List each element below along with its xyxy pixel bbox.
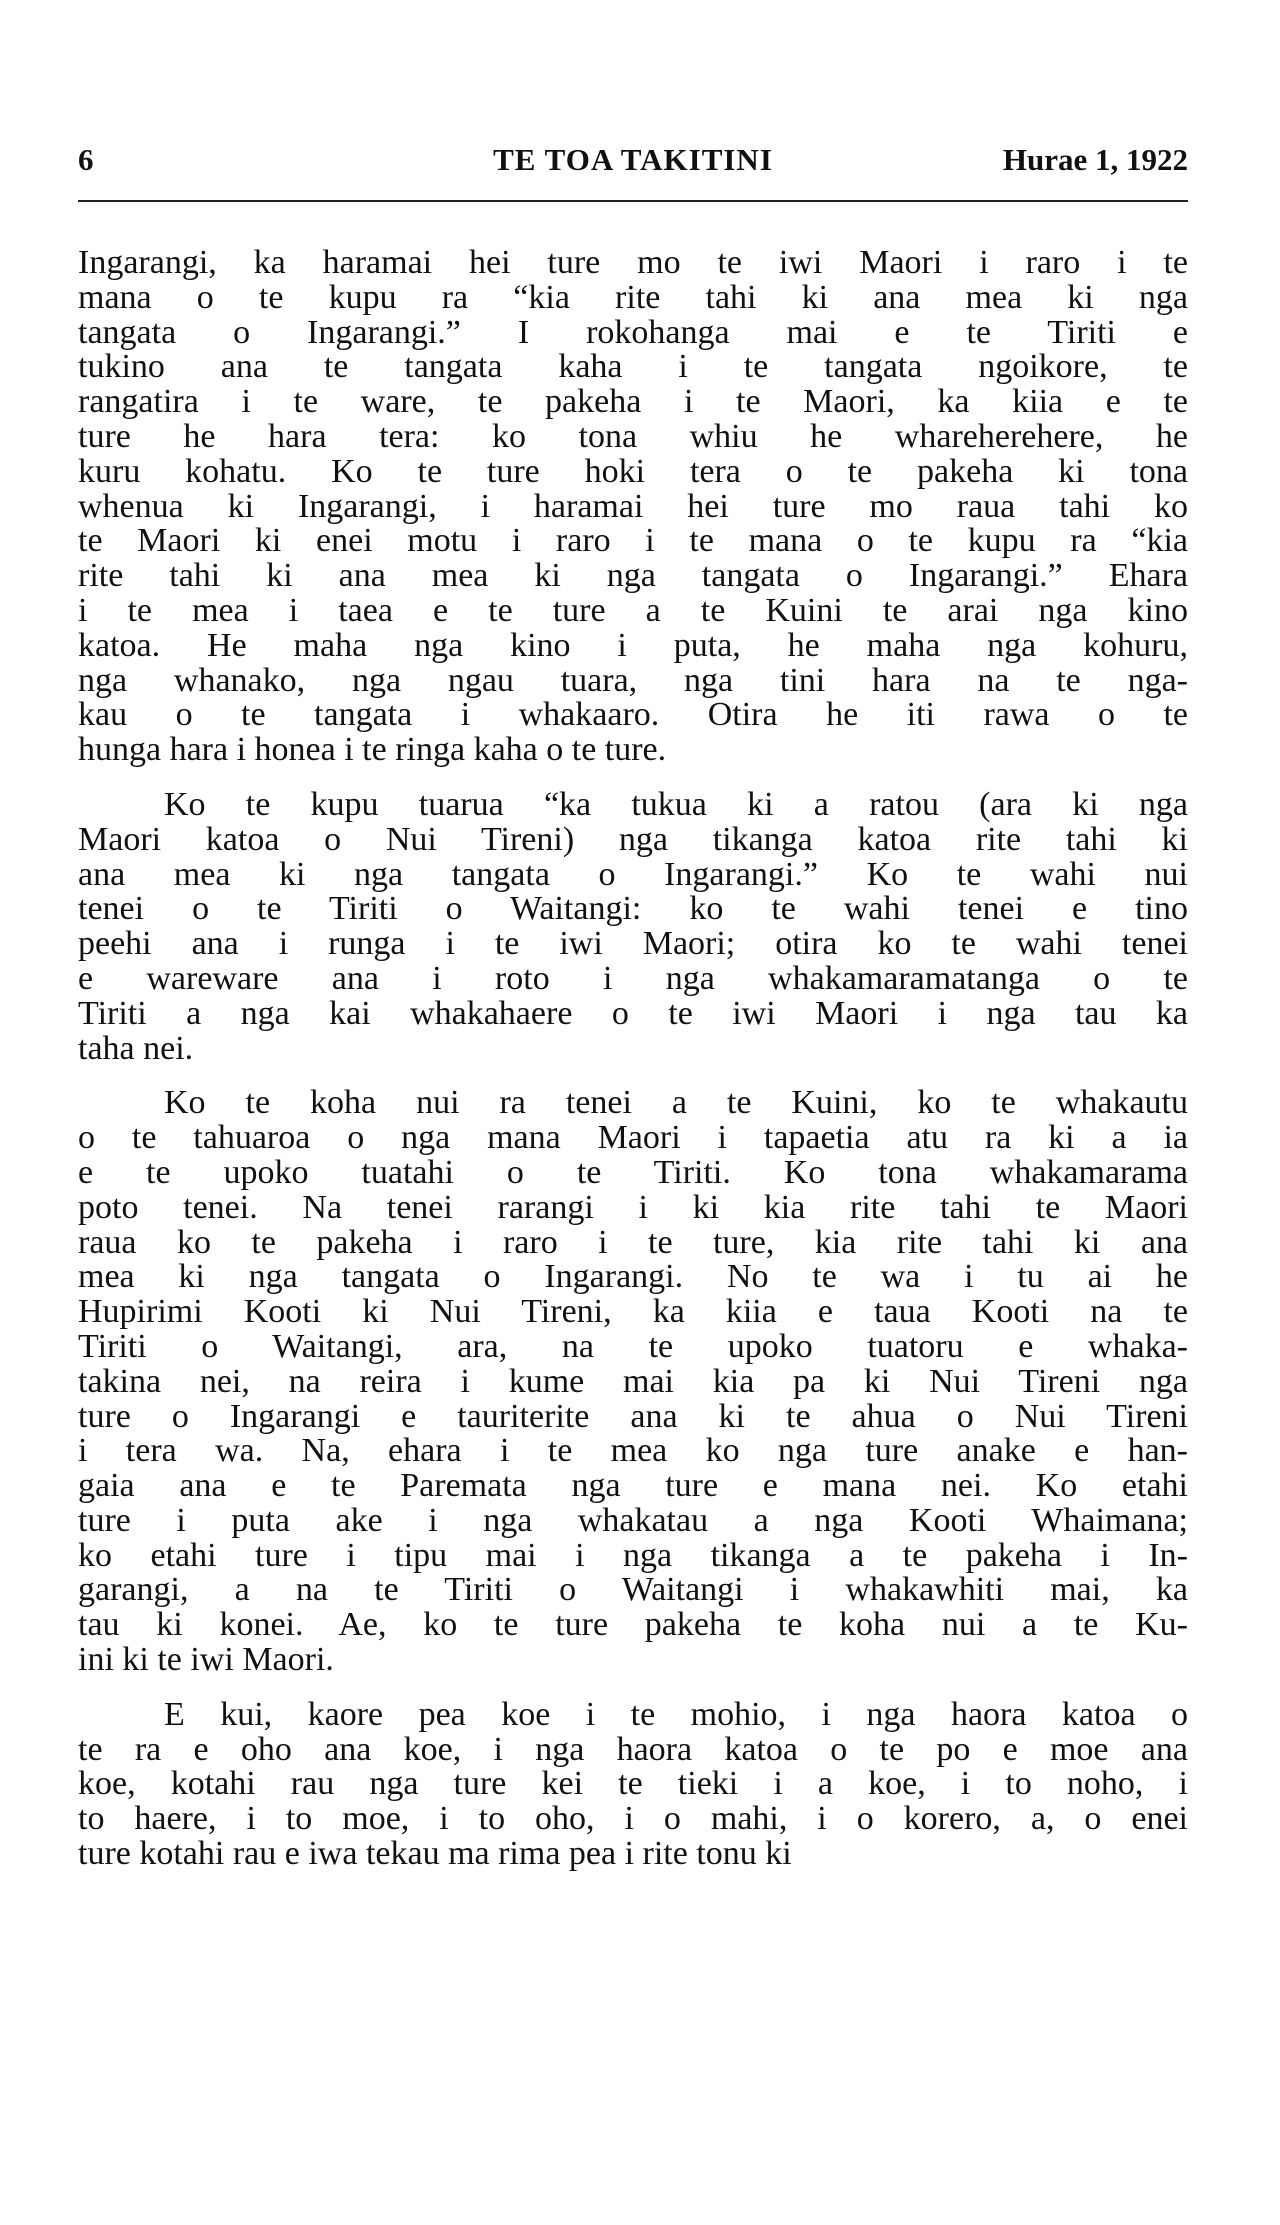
text-line: garangi, a na te Tiriti o Waitangi i whakawhiti mai, ka: [78, 1571, 1188, 1609]
page-header: [78, 140, 1188, 202]
text-line: te Maori ki enei motu i raro i te mana o te kupu ra “kia: [78, 522, 1188, 560]
text-line: gaia ana e te Paremata nga ture e mana nei. Ko etahi: [78, 1467, 1188, 1505]
text-line: ture he hara tera: ko tona whiu he whareherehere, he: [78, 417, 1188, 455]
text-line: Tiriti o Waitangi, ara, na te upoko tuatoru e whaka-: [78, 1327, 1188, 1365]
text-line: Ko te kupu tuarua “ka tukua ki a ratou (ara ki nga: [164, 785, 1188, 823]
text-line: mana o te kupu ra “kia rite tahi ki ana mea ki nga: [78, 278, 1188, 316]
text-line: peehi ana i runga i te iwi Maori; otira ko te wahi tenei: [78, 925, 1188, 963]
text-line: Maori katoa o Nui Tireni) nga tikanga katoa rite tahi ki: [78, 820, 1188, 858]
text-line: tangata o Ingarangi.” I rokohanga mai e te Tiriti e: [78, 313, 1188, 351]
text-line: hunga hara i honea i te ringa kaha o te ture.: [78, 731, 667, 769]
text-line: E kui, kaore pea koe i te mohio, i nga haora katoa o: [164, 1695, 1188, 1733]
text-line: mea ki nga tangata o Ingarangi. No te wa i tu ai he: [78, 1258, 1188, 1296]
paragraph: [78, 1695, 1188, 1873]
text-line: rangatira i te ware, te pakeha i te Maori, ka kiia e te: [78, 383, 1188, 421]
issue-date: Hurae 1, 1922: [1002, 142, 1188, 177]
text-line: nga whanako, nga ngau tuara, nga tini hara na te nga-: [78, 661, 1188, 699]
text-line: tukino ana te tangata kaha i te tangata ngoikore, te: [78, 348, 1188, 386]
text-line: Ingarangi, ka haramai hei ture mo te iwi Maori i raro i te: [78, 244, 1188, 281]
text-line: e te upoko tuatahi o te Tiriti. Ko tona whakamarama: [78, 1153, 1188, 1191]
text-line: to haere, i to moe, i to oho, i o mahi, i o korero, a, o enei: [78, 1800, 1188, 1838]
text-line: ini ki te iwi Maori.: [78, 1641, 334, 1679]
text-line: te ra e oho ana koe, i nga haora katoa o te po e moe ana: [78, 1730, 1188, 1768]
text-line: whenua ki Ingarangi, i haramai hei ture mo raua tahi ko: [78, 487, 1188, 525]
text-line: koe, kotahi rau nga ture kei te tieki i a koe, i to noho, i: [78, 1765, 1188, 1803]
page-number: 6: [78, 142, 94, 177]
text-line: i te mea i taea e te ture a te Kuini te arai nga kino: [78, 591, 1188, 629]
text-line: rite tahi ki ana mea ki nga tangata o Ingarangi.” Ehara: [78, 557, 1188, 595]
text-line: raua ko te pakeha i raro i te ture, kia rite tahi ki ana: [78, 1223, 1188, 1261]
text-line: Tiriti a nga kai whakahaere o te iwi Maori i nga tau ka: [78, 994, 1188, 1032]
text-line: e wareware ana i roto i nga whakamaramatanga o te: [78, 959, 1188, 997]
paragraph: [78, 785, 1188, 1067]
text-line: poto tenei. Na tenei rarangi i ki kia rite tahi te Maori: [78, 1188, 1188, 1226]
text-line: Ko te koha nui ra tenei a te Kuini, ko te whakautu: [164, 1084, 1188, 1122]
running-title: TE TOA TAKITINI: [493, 142, 773, 177]
text-line: tau ki konei. Ae, ko te ture pakeha te koha nui a te Ku-: [78, 1606, 1188, 1644]
text-line: ana mea ki nga tangata o Ingarangi.” Ko te wahi nui: [78, 855, 1188, 893]
text-line: kuru kohatu. Ko te ture hoki tera o te pakeha ki tona: [78, 452, 1188, 490]
text-line: takina nei, na reira i kume mai kia pa ki Nui Tireni nga: [78, 1362, 1188, 1400]
text-line: i tera wa. Na, ehara i te mea ko nga ture anake e han-: [78, 1432, 1188, 1470]
text-line: taha nei.: [78, 1029, 194, 1067]
text-line: kau o te tangata i whakaaro. Otira he iti rawa o te: [78, 696, 1188, 734]
text-line: ture kotahi rau e iwa tekau ma rima pea i rite tonu ki: [78, 1835, 792, 1873]
text-line: tenei o te Tiriti o Waitangi: ko te wahi tenei e tino: [78, 890, 1188, 928]
text-line: ture o Ingarangi e tauriterite ana ki te ahua o Nui Tireni: [78, 1397, 1188, 1435]
text-line: katoa. He maha nga kino i puta, he maha nga kohuru,: [78, 626, 1188, 664]
text-line: ture i puta ake i nga whakatau a nga Kooti Whaimana;: [78, 1501, 1188, 1539]
article-body: [78, 246, 1188, 1892]
text-line: ko etahi ture i tipu mai i nga tikanga a te pakeha i In-: [78, 1536, 1188, 1574]
text-line: o te tahuaroa o nga mana Maori i tapaetia atu ra ki a ia: [78, 1119, 1188, 1157]
paragraph: [78, 246, 1188, 768]
text-line: Hupirimi Kooti ki Nui Tireni, ka kiia e taua Kooti na te: [78, 1293, 1188, 1331]
paragraph: [78, 1086, 1188, 1678]
